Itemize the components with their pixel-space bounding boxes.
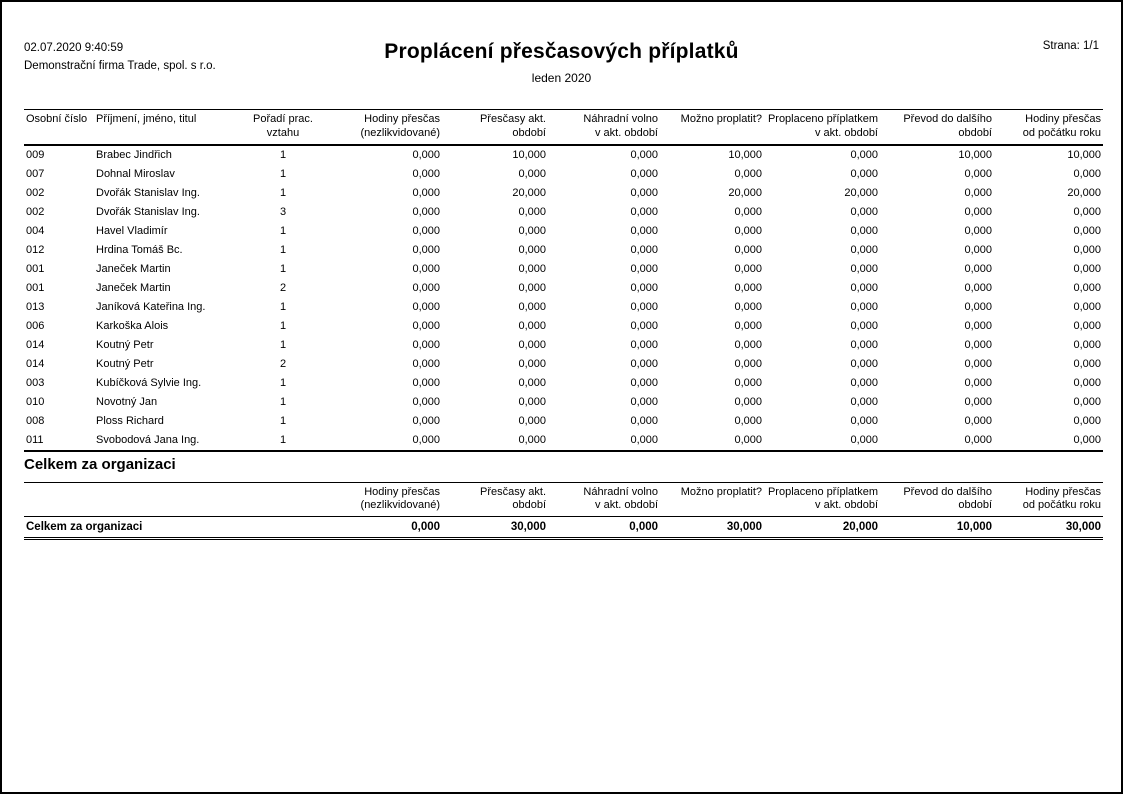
cell-comp-leave: 0,000 — [630, 263, 658, 275]
column-header — [764, 482, 880, 517]
column-header-line2: v akt. období — [815, 126, 878, 139]
cell-comp-leave: 0,000 — [630, 434, 658, 446]
cell-name: Dvořák Stanislav Ing. — [96, 206, 200, 218]
cell-rel-order: 1 — [279, 149, 287, 161]
cell-payable: 0,000 — [734, 320, 762, 332]
column-header-line1: Přesčasy akt. — [479, 113, 546, 125]
cell-rel-order: 2 — [279, 282, 287, 294]
cell-payable: 0,000 — [734, 244, 762, 256]
cell-hours-ytd: 0,000 — [1073, 225, 1101, 237]
table-row — [24, 317, 1103, 336]
cell-overtime-current: 0,000 — [518, 206, 546, 218]
cell-comp-leave: 0,000 — [630, 282, 658, 294]
cell-paid-supplement: 0,000 — [850, 263, 878, 275]
summary-table — [24, 482, 1103, 541]
cell-personal-number: 014 — [26, 339, 45, 351]
cell-payable: 0,000 — [734, 225, 762, 237]
cell-overtime-current: 0,000 — [518, 320, 546, 332]
column-header — [324, 482, 442, 517]
column-header-line1: Možno proplatit? — [680, 113, 762, 125]
cell-rel-order: 1 — [279, 225, 287, 237]
cell-comp-leave: 0,000 — [630, 244, 658, 256]
cell-rel-order: 3 — [279, 206, 287, 218]
cell-hours-ytd: 0,000 — [1073, 263, 1101, 275]
cell-personal-number: 014 — [26, 358, 45, 370]
column-header-line1: Převod do dalšího — [903, 113, 992, 125]
table-row — [24, 260, 1103, 279]
cell-hours-unliquidated: 0,000 — [412, 320, 440, 332]
cell-hours-unliquidated: 0,000 — [412, 396, 440, 408]
overtime-table-body — [24, 145, 1103, 451]
cell-rel-order: 1 — [279, 434, 287, 446]
summary-header-row — [24, 482, 1103, 517]
cell-comp-leave: 0,000 — [630, 377, 658, 389]
table-row — [24, 222, 1103, 241]
cell-name: Dvořák Stanislav Ing. — [96, 187, 200, 199]
cell-carry-over: 0,000 — [964, 244, 992, 256]
column-header-line1: Příjmení, jméno, titul — [96, 113, 197, 125]
cell-personal-number: 002 — [26, 187, 45, 199]
cell-hours-ytd: 0,000 — [1073, 282, 1101, 294]
column-header — [994, 110, 1103, 145]
report-subtitle: leden 2020 — [531, 71, 592, 85]
table-row — [24, 393, 1103, 412]
cell-name: Kubíčková Sylvie Ing. — [96, 377, 202, 389]
cell-comp-leave: 0,000 — [630, 168, 658, 180]
column-header-line1: Náhradní volno — [583, 485, 659, 498]
cell-paid-supplement: 0,000 — [850, 434, 878, 446]
cell-payable: 10,000 — [728, 149, 762, 161]
cell-comp-leave: 0,000 — [630, 149, 658, 161]
cell-name: Dohnal Miroslav — [96, 168, 175, 180]
column-header — [242, 110, 324, 145]
cell-payable: 0,000 — [734, 301, 762, 313]
cell-payable: 0,000 — [734, 263, 762, 275]
cell-comp-leave: 0,000 — [630, 225, 658, 237]
report-datetime: 02.07.2020 9:40:59 — [24, 42, 124, 54]
summary-total-value: 20,000 — [842, 521, 879, 533]
cell-payable: 0,000 — [734, 168, 762, 180]
cell-overtime-current: 0,000 — [518, 225, 546, 237]
cell-overtime-current: 0,000 — [518, 396, 546, 408]
cell-personal-number: 004 — [26, 225, 45, 237]
cell-hours-unliquidated: 0,000 — [412, 358, 440, 370]
cell-rel-order: 2 — [279, 358, 287, 370]
cell-overtime-current: 0,000 — [518, 263, 546, 275]
cell-comp-leave: 0,000 — [630, 358, 658, 370]
cell-paid-supplement: 0,000 — [850, 225, 878, 237]
table-row — [24, 431, 1103, 451]
cell-hours-ytd: 10,000 — [1067, 149, 1101, 161]
column-header — [442, 110, 548, 145]
column-header-line1: Hodiny přesčas — [364, 113, 440, 125]
overtime-table-header — [24, 110, 1103, 145]
column-header-line1: Přesčasy akt. — [479, 485, 547, 498]
cell-personal-number: 010 — [26, 396, 45, 408]
cell-carry-over: 0,000 — [964, 339, 992, 351]
cell-paid-supplement: 0,000 — [850, 396, 878, 408]
cell-comp-leave: 0,000 — [630, 301, 658, 313]
cell-name: Brabec Jindřich — [96, 149, 172, 161]
cell-overtime-current: 0,000 — [518, 282, 546, 294]
cell-personal-number: 012 — [26, 244, 45, 256]
cell-personal-number: 011 — [26, 434, 44, 446]
cell-name: Janíková Kateřina Ing. — [96, 301, 206, 313]
cell-hours-ytd: 0,000 — [1073, 168, 1101, 180]
column-header-line1: Proplaceno příplatkem — [767, 485, 879, 498]
cell-hours-unliquidated: 0,000 — [412, 168, 440, 180]
cell-name: Koutný Petr — [96, 358, 154, 370]
table-row — [24, 203, 1103, 222]
cell-hours-unliquidated: 0,000 — [412, 434, 440, 446]
cell-comp-leave: 0,000 — [630, 415, 658, 427]
header-row — [24, 110, 1103, 145]
cell-paid-supplement: 0,000 — [850, 358, 878, 370]
table-row — [24, 298, 1103, 317]
cell-paid-supplement: 0,000 — [850, 244, 878, 256]
cell-overtime-current: 0,000 — [518, 434, 546, 446]
cell-hours-unliquidated: 0,000 — [412, 301, 440, 313]
cell-hours-unliquidated: 0,000 — [412, 282, 440, 294]
column-header-line2: od počátku roku — [1022, 126, 1101, 139]
column-header — [880, 482, 994, 517]
column-header-line2: od počátku roku — [1022, 499, 1102, 512]
cell-carry-over: 0,000 — [964, 225, 992, 237]
report-header — [24, 40, 1099, 85]
column-header-line1: Náhradní volno — [583, 113, 658, 125]
summary-table-header — [24, 482, 1103, 517]
column-header-line2: v akt. období — [595, 126, 658, 139]
summary-total-value: 10,000 — [956, 521, 993, 533]
cell-comp-leave: 0,000 — [630, 206, 658, 218]
cell-hours-ytd: 0,000 — [1073, 244, 1101, 256]
cell-carry-over: 0,000 — [964, 301, 992, 313]
column-header — [24, 110, 94, 145]
cell-rel-order: 1 — [279, 320, 287, 332]
cell-name: Svobodová Jana Ing. — [96, 434, 200, 446]
cell-payable: 0,000 — [734, 377, 762, 389]
cell-hours-unliquidated: 0,000 — [412, 415, 440, 427]
cell-overtime-current: 10,000 — [512, 149, 546, 161]
cell-overtime-current: 0,000 — [518, 415, 546, 427]
cell-personal-number: 001 — [26, 263, 45, 275]
cell-payable: 0,000 — [734, 206, 762, 218]
column-header — [660, 482, 764, 517]
cell-hours-ytd: 0,000 — [1073, 434, 1101, 446]
table-row — [24, 355, 1103, 374]
cell-hours-unliquidated: 0,000 — [412, 244, 440, 256]
cell-rel-order: 1 — [279, 339, 287, 351]
cell-hours-ytd: 0,000 — [1073, 377, 1101, 389]
summary-table-body — [24, 517, 1103, 539]
cell-hours-unliquidated: 0,000 — [412, 206, 440, 218]
column-header-line2: (nezlikvidované) — [360, 499, 441, 512]
cell-paid-supplement: 0,000 — [850, 168, 878, 180]
cell-payable: 20,000 — [728, 187, 762, 199]
table-row — [24, 145, 1103, 165]
table-row — [24, 374, 1103, 393]
column-header-line2: období — [512, 126, 546, 139]
summary-total-label: Celkem za organizaci — [26, 521, 143, 533]
column-header-line2: období — [958, 126, 992, 139]
cell-hours-ytd: 0,000 — [1073, 339, 1101, 351]
cell-overtime-current: 0,000 — [518, 301, 546, 313]
cell-overtime-current: 0,000 — [518, 168, 546, 180]
cell-hours-ytd: 0,000 — [1073, 415, 1101, 427]
cell-name: Janeček Martin — [96, 263, 171, 275]
table-row — [24, 165, 1103, 184]
cell-payable: 0,000 — [734, 396, 762, 408]
cell-hours-ytd: 0,000 — [1073, 301, 1101, 313]
cell-personal-number: 002 — [26, 206, 45, 218]
column-header-line1: Proplaceno příplatkem — [767, 113, 878, 125]
column-header-line2: období — [512, 499, 547, 512]
cell-carry-over: 0,000 — [964, 415, 992, 427]
cell-name: Havel Vladimír — [96, 225, 168, 237]
cell-overtime-current: 0,000 — [518, 339, 546, 351]
column-header — [548, 110, 660, 145]
cell-rel-order: 1 — [279, 301, 287, 313]
column-header-line1: Hodiny přesčas — [1025, 113, 1101, 125]
table-row — [24, 184, 1103, 203]
cell-rel-order: 1 — [279, 263, 287, 275]
cell-personal-number: 008 — [26, 415, 45, 427]
cell-overtime-current: 0,000 — [518, 358, 546, 370]
table-row — [24, 279, 1103, 298]
column-header-line1: Hodiny přesčas — [1025, 485, 1102, 498]
column-header-line1: Možno proplatit? — [680, 485, 763, 498]
column-header — [548, 482, 660, 517]
cell-personal-number: 007 — [26, 168, 45, 180]
column-header — [442, 482, 548, 517]
cell-overtime-current: 0,000 — [518, 244, 546, 256]
cell-comp-leave: 0,000 — [630, 339, 658, 351]
cell-name: Ploss Richard — [96, 415, 164, 427]
cell-hours-ytd: 0,000 — [1073, 206, 1101, 218]
cell-hours-unliquidated: 0,000 — [412, 263, 440, 275]
cell-carry-over: 10,000 — [958, 149, 992, 161]
column-header-line1: Hodiny přesčas — [364, 485, 441, 498]
column-header-line2: v akt. období — [595, 499, 659, 512]
cell-hours-ytd: 20,000 — [1067, 187, 1101, 199]
column-header-line2: (nezlikvidované) — [360, 126, 440, 139]
column-header-line1: Pořadí prac. — [253, 113, 313, 125]
cell-carry-over: 0,000 — [964, 282, 992, 294]
cell-payable: 0,000 — [734, 339, 762, 351]
cell-carry-over: 0,000 — [964, 434, 992, 446]
cell-carry-over: 0,000 — [964, 206, 992, 218]
cell-payable: 0,000 — [734, 282, 762, 294]
cell-name: Hrdina Tomáš Bc. — [96, 244, 183, 256]
table-row — [24, 412, 1103, 431]
cell-rel-order: 1 — [279, 187, 287, 199]
cell-paid-supplement: 20,000 — [844, 187, 878, 199]
cell-payable: 0,000 — [734, 415, 762, 427]
summary-total-value: 0,000 — [411, 521, 441, 533]
cell-overtime-current: 0,000 — [518, 377, 546, 389]
cell-carry-over: 0,000 — [964, 263, 992, 275]
column-header-line2: v akt. období — [815, 499, 879, 512]
page-number: Strana: 1/1 — [1042, 40, 1099, 52]
overtime-table — [24, 109, 1103, 452]
header-center-block — [384, 40, 738, 85]
cell-hours-ytd: 0,000 — [1073, 396, 1101, 408]
summary-heading: Celkem za organizaci — [24, 455, 176, 473]
cell-paid-supplement: 0,000 — [850, 282, 878, 294]
cell-hours-ytd: 0,000 — [1073, 320, 1101, 332]
cell-hours-ytd: 0,000 — [1073, 358, 1101, 370]
cell-carry-over: 0,000 — [964, 377, 992, 389]
summary-total-value: 30,000 — [1065, 521, 1102, 533]
cell-personal-number: 006 — [26, 320, 45, 332]
column-header-line2: vztahu — [266, 126, 300, 139]
cell-comp-leave: 0,000 — [630, 396, 658, 408]
cell-paid-supplement: 0,000 — [850, 339, 878, 351]
cell-overtime-current: 20,000 — [512, 187, 546, 199]
cell-carry-over: 0,000 — [964, 187, 992, 199]
cell-name: Novotný Jan — [96, 396, 158, 408]
company-name: Demonstrační firma Trade, spol. s r.o. — [24, 59, 216, 72]
cell-paid-supplement: 0,000 — [850, 206, 878, 218]
summary-total-value: 30,000 — [510, 521, 547, 533]
cell-personal-number: 009 — [26, 149, 45, 161]
cell-hours-unliquidated: 0,000 — [412, 149, 440, 161]
cell-paid-supplement: 0,000 — [850, 301, 878, 313]
cell-rel-order: 1 — [279, 396, 287, 408]
cell-carry-over: 0,000 — [964, 168, 992, 180]
cell-carry-over: 0,000 — [964, 320, 992, 332]
cell-name: Karkoška Alois — [96, 320, 169, 332]
cell-name: Janeček Martin — [96, 282, 171, 294]
cell-hours-unliquidated: 0,000 — [412, 339, 440, 351]
cell-hours-unliquidated: 0,000 — [412, 225, 440, 237]
cell-rel-order: 1 — [279, 168, 287, 180]
column-header — [764, 110, 880, 145]
cell-paid-supplement: 0,000 — [850, 320, 878, 332]
summary-total-row — [24, 517, 1103, 539]
cell-paid-supplement: 0,000 — [850, 415, 878, 427]
cell-rel-order: 1 — [279, 377, 287, 389]
column-header — [880, 110, 994, 145]
column-header-line1: Osobní číslo — [26, 113, 88, 125]
column-header — [94, 110, 242, 145]
cell-personal-number: 013 — [26, 301, 45, 313]
cell-name: Koutný Petr — [96, 339, 154, 351]
summary-header-spacer — [24, 482, 324, 517]
column-header-line2: období — [958, 499, 993, 512]
cell-personal-number: 001 — [26, 282, 45, 294]
cell-personal-number: 003 — [26, 377, 45, 389]
cell-hours-unliquidated: 0,000 — [412, 187, 440, 199]
cell-comp-leave: 0,000 — [630, 187, 658, 199]
cell-hours-unliquidated: 0,000 — [412, 377, 440, 389]
cell-rel-order: 1 — [279, 244, 287, 256]
cell-comp-leave: 0,000 — [630, 320, 658, 332]
column-header-line1: Převod do dalšího — [903, 485, 993, 498]
column-header — [324, 110, 442, 145]
cell-carry-over: 0,000 — [964, 396, 992, 408]
table-row — [24, 336, 1103, 355]
table-row — [24, 241, 1103, 260]
cell-carry-over: 0,000 — [964, 358, 992, 370]
header-left-block — [24, 40, 384, 76]
report-title: Proplácení přesčasových příplatků — [384, 40, 739, 63]
cell-paid-supplement: 0,000 — [850, 149, 878, 161]
cell-paid-supplement: 0,000 — [850, 377, 878, 389]
column-header — [660, 110, 764, 145]
cell-payable: 0,000 — [734, 358, 762, 370]
summary-total-value: 0,000 — [629, 521, 659, 533]
column-header — [994, 482, 1103, 517]
cell-payable: 0,000 — [734, 434, 762, 446]
summary-total-value: 30,000 — [726, 521, 763, 533]
cell-rel-order: 1 — [279, 415, 287, 427]
